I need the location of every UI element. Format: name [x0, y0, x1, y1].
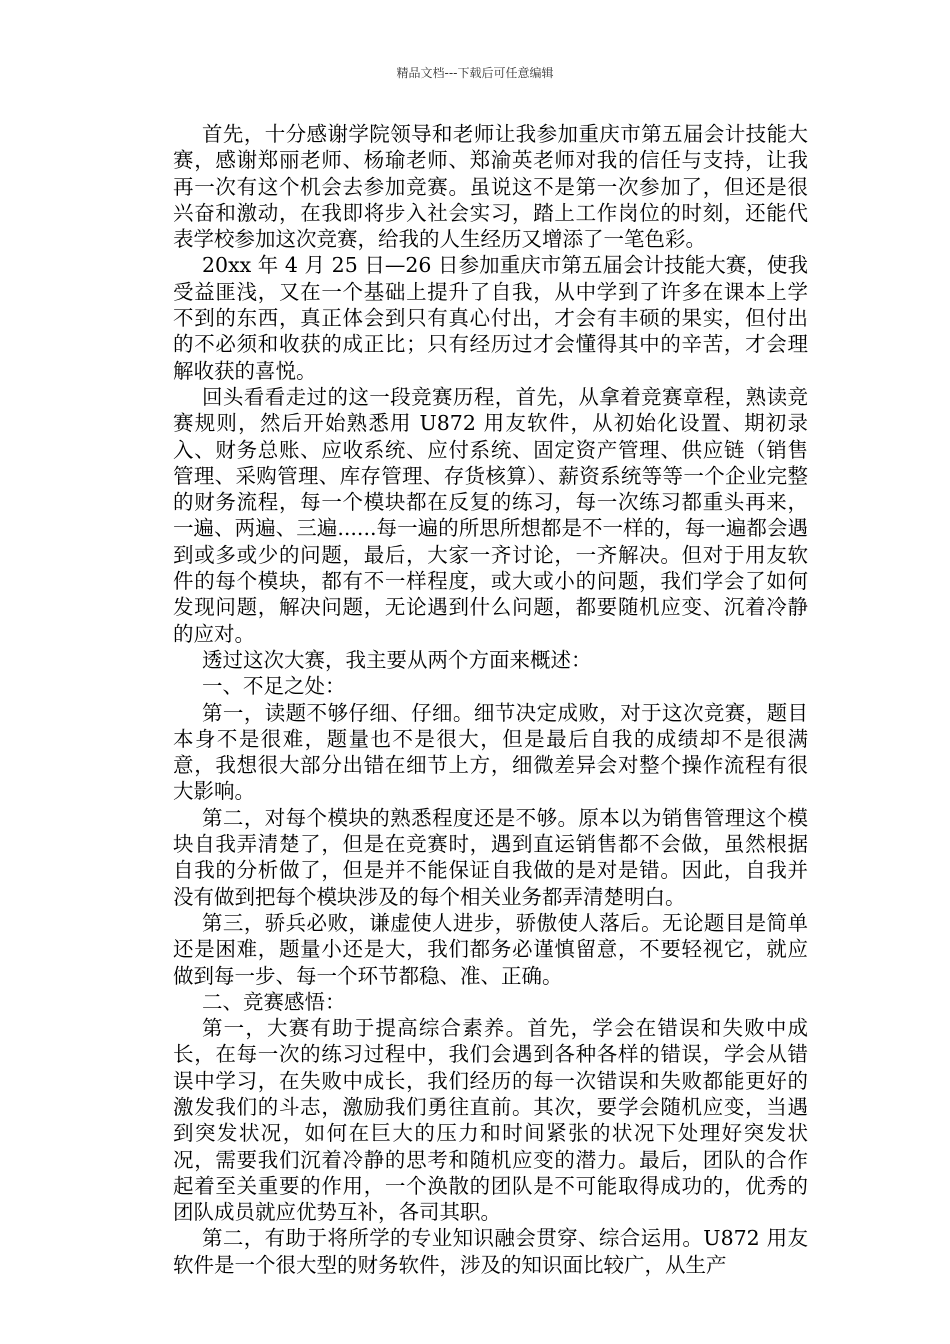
paragraph: 第二，有助于将所学的专业知识融会贯穿、综合运用。U872 用友软件是一个很大型的财务软件，涉及的知识面比较广，从生产 — [173, 1226, 808, 1277]
paragraph: 第二，对每个模块的熟悉程度还是不够。原本以为销售管理这个模块自我弄清楚了，但是在竞赛时，遇到直运销售都不会做，虽然根据自我的分析做了，但是并不能保证自我做的是对是错。因此，自我并没有做到把每个模块涉及的每个相关业务都弄清楚明白。 — [173, 805, 808, 909]
paragraph: 第三，骄兵必败，谦虚使人进步，骄傲使人落后。无论题目是简单还是困难，题量小还是大，我们都务必谨慎留意，不要轻视它，就应做到每一步、每一个环节都稳、准、正确。 — [173, 910, 808, 988]
paragraph: 回头看看走过的这一段竞赛历程，首先，从拿着竞赛章程，熟读竞赛规则，然后开始熟悉用 U872 用友软件，从初始化设置、期初录入、财务总账、应收系统、应付系统、固定资产管理、供应链（销售管理、采购管理、库存管理、存货核算）、薪资系统等等一个企业完整的财务流程，每一个模块都在反复的练习，每一次练习都重头再来，一遍、两遍、三遍......每一遍的所思所想都是不一样的，每一遍都会遇到或多或少的问题，最后，大家一齐讨论，一齐解决。但对于用友软件的每个模块，都有不一样程度，或大或小的问题，我们学会了如何发现问题，解决问题，无论遇到什么问题，都要随机应变、沉着冷静的应对。 — [173, 384, 808, 646]
paragraph: 第一，大赛有助于提高综合素养。首先，学会在错误和失败中成长，在每一次的练习过程中，我们会遇到各种各样的错误，学会从错误中学习，在失败中成长，我们经历的每一次错误和失败都能更好的激发我们的斗志，激励我们勇往直前。其次，要学会随机应变，当遇到突发状况，如何在巨大的压力和时间紧张的状况下处理好突发状况，需要我们沉着冷静的思考和随机应变的潜力。最后，团队的合作起着至关重要的作用，一个涣散的团队是不可能取得成功的，优秀的团队成员就应优势互补，各司其职。 — [173, 1016, 808, 1225]
section-heading: 一、不足之处： — [202, 674, 346, 699]
paragraph: 透过这次大赛，我主要从两个方面来概述： — [202, 647, 592, 672]
paragraph: 20xx 年 4 月 25 日—26 日参加重庆市第五届会计技能大赛，使我受益匪浅，又在一个基础上提升了自我，从中学到了许多在课本上学不到的东西，真正体会到只有真心付出，才会有丰硕的果实，但付出的不必须和收获的成正比；只有经历过才会懂得其中的辛苦，才会理解收获的喜悦。 — [173, 253, 808, 383]
paragraph: 第一，读题不够仔细、仔细。细节决定成败，对于这次竞赛，题目本身不是很难，题量也不是很大，但是最后自我的成绩却不是很满意，我想很大部分出错在细节上方，细微差异会对整个操作流程有很大影响。 — [173, 700, 808, 804]
section-heading: 二、竞赛感悟： — [202, 989, 346, 1014]
document-body — [173, 121, 808, 1278]
page-header: 精品文档---下载后可任意编辑 — [396, 66, 554, 80]
paragraph: 首先，十分感谢学院领导和老师让我参加重庆市第五届会计技能大赛，感谢郑丽老师、杨瑜老师、郑渝英老师对我的信任与支持，让我再一次有这个机会去参加竞赛。虽说这不是第一次参加了，但还是很兴奋和激动，在我即将步入社会实习，踏上工作岗位的时刻，还能代表学校参加这次竞赛，给我的人生经历又增添了一笔色彩。 — [173, 122, 808, 252]
